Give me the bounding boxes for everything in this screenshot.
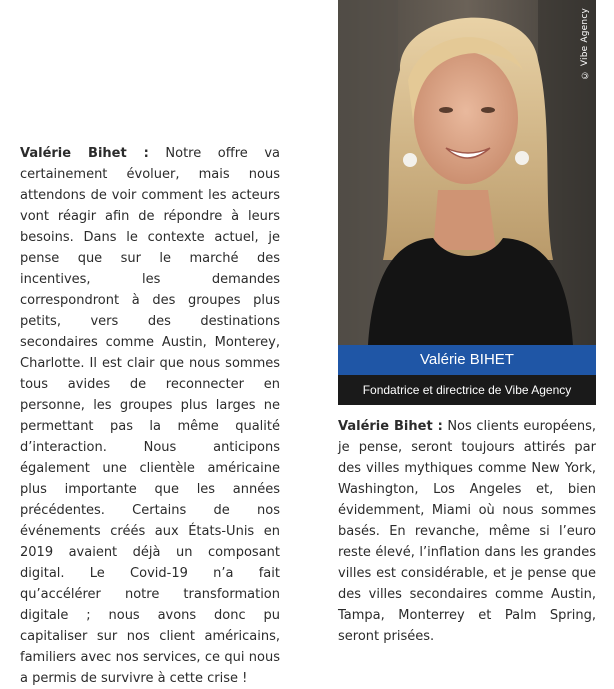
speaker-name: Valérie Bihet : bbox=[338, 419, 443, 434]
caption-name-bar: Valérie BIHET bbox=[338, 345, 596, 375]
answer-text: Notre offre va certainement évoluer, mais nous attendons de voir comment les acteurs vont réagir afin de répondre à leurs besoins. Dans le contexte actuel, je pense que sur le marché des incentives, les demandes correspondront à des groupes plus petits, vers des destinations secondaires comme Austin, Monterey, Charlotte. Il est clair que nous sommes tous avides de reconnecter en personne, les groupes plus larges ne permettant pas la même qualité d’interaction. Nous anticipons également une clientèle américaine plus importante que les années précédentes. Certains de nos événements créés aux États-Unis en 2019 avaient déjà un composant digital. Le Covid-19 n’a fait qu’accélérer notre transformation digitale ; nous avons donc pu capitaliser sur nos client américains, familiers avec nos services, ce qui nous a permis de survivre à cette crise ! bbox=[20, 146, 280, 686]
right-column-text bbox=[338, 416, 596, 647]
portrait-photo bbox=[338, 0, 596, 345]
portrait-illustration bbox=[338, 0, 596, 345]
answer-text: Nos clients européens, je pense, seront toujours attirés par des villes mythiques comme New York, Washington, Los Angeles et, bien évidemment, Miami où nous sommes basés. En revanche, même si l’euro reste élevé, l’inflation dans les grandes villes est considérable, et je pense que des villes secondaires comme Austin, Tampa, Monterrey et Palm Spring, seront prisées. bbox=[338, 419, 596, 644]
speaker-name: Valérie Bihet : bbox=[20, 146, 149, 161]
left-column-text bbox=[20, 143, 280, 689]
caption-role-bar: Fondatrice et directrice de Vibe Agency bbox=[338, 375, 596, 405]
photo-credit: © Vibe Agency bbox=[580, 8, 590, 80]
